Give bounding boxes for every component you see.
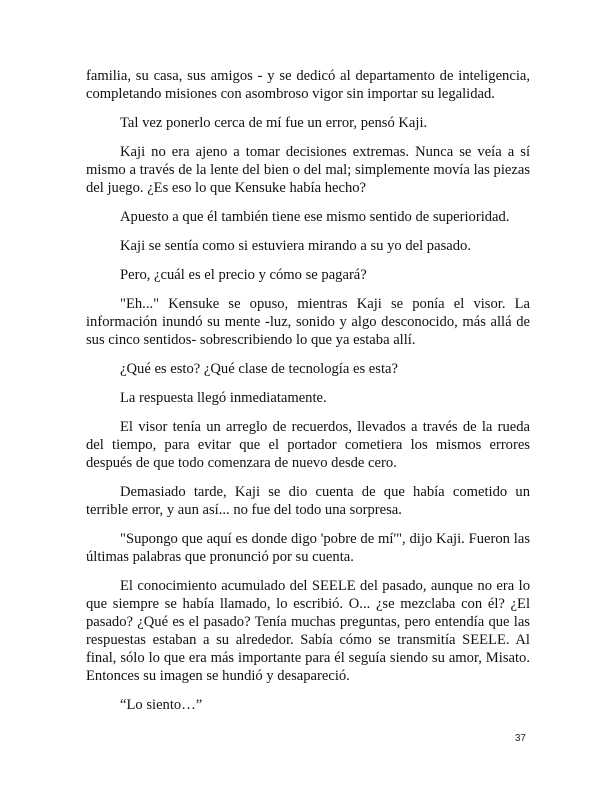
paragraph: "Supongo que aquí es donde digo 'pobre de mí'", dijo Kaji. Fueron las últimas palabras que pronunció por su cuenta. [86, 531, 530, 565]
paragraph: “Lo siento…” [120, 697, 203, 713]
paragraph: Apuesto a que él también tiene ese mismo sentido de superioridad. [120, 209, 510, 225]
paragraph: Kaji no era ajeno a tomar decisiones extremas. Nunca se veía a sí mismo a través de la lente del bien o del mal; simplemente movía las piezas del juego. ¿Es eso lo que Kensuke había hecho? [86, 144, 530, 196]
paragraph: Tal vez ponerlo cerca de mí fue un error, pensó Kaji. [120, 115, 428, 131]
page-number: 37 [514, 733, 526, 744]
paragraph: familia, su casa, sus amigos - y se dedicó al departamento de inteligencia, completando misiones con asombroso vigor sin importar su legalidad. [86, 68, 530, 102]
paragraph: "Eh..." Kensuke se opuso, mientras Kaji se ponía el visor. La información inundó su mente -luz, sonido y algo desconocido, más allá de sus cinco sentidos- sobrescribiendo lo que ya estaba allí. [86, 296, 530, 348]
paragraph: Kaji se sentía como si estuviera mirando a su yo del pasado. [120, 238, 471, 254]
paragraph: La respuesta llegó inmediatamente. [120, 390, 327, 406]
paragraph: Demasiado tarde, Kaji se dio cuenta de que había cometido un terrible error, y aun así... no fue del todo una sorpresa. [86, 484, 530, 518]
paragraph: ¿Qué es esto? ¿Qué clase de tecnología es esta? [120, 361, 398, 377]
paragraph: Pero, ¿cuál es el precio y cómo se pagará? [120, 267, 367, 283]
paragraph: El visor tenía un arreglo de recuerdos, llevados a través de la rueda del tiempo, para evitar que el portador cometiera los mismos errores después de que todo comenzara de nuevo desde cero. [86, 419, 530, 471]
paragraph: El conocimiento acumulado del SEELE del pasado, aunque no era lo que siempre se había llamado, lo escribió. O... ¿se mezclaba con él? ¿El pasado? ¿Qué es el pasado? Tenía muchas preguntas, pero entendía que las respuestas estaban a su alrededor. Sabía cómo se transmitía SEELE. Al final, sólo lo que era más importante para él seguía siendo su amor, Misato. Entonces su imagen se hundió y desapareció. [86, 578, 530, 684]
body-text [86, 67, 530, 725]
